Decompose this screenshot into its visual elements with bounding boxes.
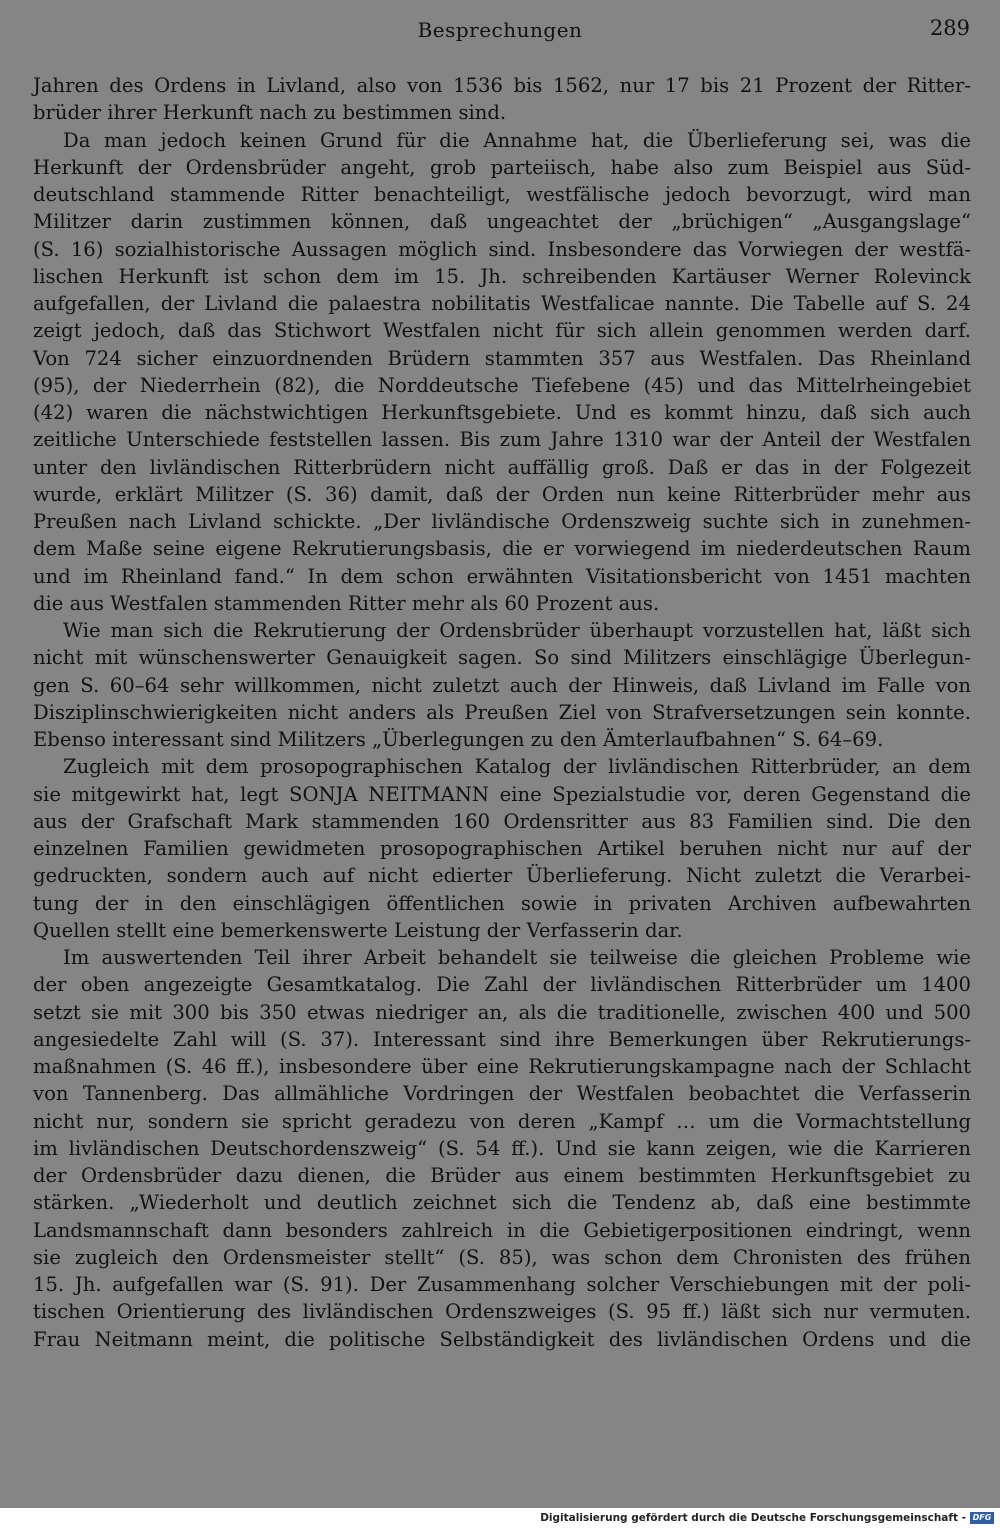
text-line: Wie man sich die Rekrutierung der Ordensbrüder überhaupt vorzustellen hat, läßt sich <box>63 619 971 642</box>
text-line: Da man jedoch keinen Grund für die Annahme hat, die Überlieferung sei, was die <box>63 128 971 152</box>
text-line: Herkunft der Ordensbrüder angeht, grob parteiisch, habe also zum Beispiel aus Süd- <box>33 155 971 179</box>
text-line: gen S. 60–64 sehr willkommen, nicht zuletzt auch der Hinweis, daß Livland im Falle von <box>33 673 971 697</box>
text-line: deutschland stammende Ritter benachteiligt, westfälische jedoch bevorzugt, wird man <box>33 183 971 206</box>
text-line: lischen Herkunft ist schon dem im 15. Jh. schreibenden Kartäuser Werner Rolevinck <box>33 264 971 288</box>
body-text <box>33 72 971 1353</box>
text-line: Landsmannschaft dann besonders zahlreich in die Gebietigerpositionen eindringt, wenn <box>33 1218 971 1242</box>
text-line: aus der Grafschaft Mark stammenden 160 Ordensritter aus 83 Familien sind. Die den <box>33 809 971 833</box>
text-line: stärken. „Wiederholt und deutlich zeichnet sich die Tendenz ab, daß eine bestimmte <box>33 1191 971 1215</box>
text-line: dem Maße seine eigene Rekrutierungsbasis, die er vorwiegend im niederdeutschen Raum <box>33 537 971 561</box>
text-line: nicht mit wünschenswerter Genauigkeit sagen. So sind Militzers einschlägige Überlegun- <box>33 646 971 670</box>
text-line: Preußen nach Livland schickte. „Der livländische Ordenszweig suchte sich in zunehmen- <box>33 510 971 533</box>
text-line: (95), der Niederrhein (82), die Norddeutsche Tiefebene (45) und das Mittelrheingebiet <box>33 373 971 397</box>
text-line: Quellen stellt eine bemerkenswerte Leistung der Verfasserin dar. <box>33 918 683 942</box>
text-line: Im auswertenden Teil ihrer Arbeit behandelt sie teilweise die gleichen Probleme wie <box>63 946 971 969</box>
text-line: Jahren des Ordens in Livland, also von 1536 bis 1562, nur 17 bis 21 Prozent der Ritter- <box>33 74 971 97</box>
text-line: angesiedelte Zahl will (S. 37). Interessant sind ihre Bemerkungen über Rekrutierungs- <box>33 1027 971 1051</box>
text-line: tischen Orientierung des livländischen Ordenszweiges (S. 95 ff.) läßt sich nur vermuten. <box>33 1300 971 1324</box>
text-line: wurde, erklärt Militzer (S. 36) damit, daß der Orden nun keine Ritterbrüder mehr aus <box>33 482 971 506</box>
text-line: Disziplinschwierigkeiten nicht anders als Preußen Ziel von Strafversetzungen sein konnte. <box>33 700 971 724</box>
text-line: 15. Jh. aufgefallen war (S. 91). Der Zusammenhang solcher Verschiebungen mit der poli- <box>33 1273 971 1296</box>
text-line: tung der in den einschlägigen öffentlichen sowie in privaten Archiven aufbewahrten <box>33 891 971 915</box>
dfg-logo-icon: DFG <box>970 1512 994 1524</box>
text-line: sie mitgewirkt hat, legt SONJA NEITMANN eine Spezialstudie vor, deren Gegenstand die <box>33 782 971 806</box>
text-line: sie zugleich den Ordensmeister stellt“ (S. 85), was schon dem Chronisten des frühen <box>33 1245 971 1269</box>
text-line: von Tannenberg. Das allmähliche Vordringen der Westfalen beobachtet die Verfasserin <box>33 1082 971 1106</box>
text-line: Militzer darin zustimmen können, daß ungeachtet der „brüchigen“ „Ausgangslage“ <box>33 210 971 234</box>
text-line: brüder ihrer Herkunft nach zu bestimmen sind. <box>33 101 507 125</box>
text-line: zeigt jedoch, daß das Stichwort Westfalen nicht für sich allein genommen werden darf. <box>33 319 971 343</box>
text-line: (42) waren die nächstwichtigen Herkunftsgebiete. Und es kommt hinzu, daß sich auch <box>33 401 971 424</box>
text-line: nicht nur, sondern sie spricht geradezu von deren „Kampf … um die Vormachtstellung <box>33 1109 971 1133</box>
page-number: 289 <box>929 16 970 40</box>
text-line: und im Rheinland fand.“ In dem schon erwähnten Visitationsbericht von 1451 machten <box>33 564 971 588</box>
text-line: einzelnen Familien gewidmeten prosopographischen Artikel beruhen nicht nur auf der <box>33 837 971 860</box>
text-line: setzt sie mit 300 bis 350 etwas niedriger an, als die traditionelle, zwischen 400 und 500 <box>33 1000 971 1024</box>
text-line: der Ordensbrüder dazu dienen, die Brüder aus einem bestimmten Herkunftsgebiet zu <box>33 1164 971 1187</box>
text-line: Zugleich mit dem prosopographischen Katalog der livländischen Ritterbrüder, an dem <box>63 755 971 779</box>
text-line: Von 724 sicher einzuordnenden Brüdern stammten 357 aus Westfalen. Das Rheinland <box>33 346 971 370</box>
text-line: (S. 16) sozialhistorische Aussagen möglich sind. Insbesondere das Vorwiegen der westfä- <box>33 237 971 261</box>
text-line: aufgefallen, der Livland die palaestra nobilitatis Westfalicae nannte. Die Tabelle auf S. 24 <box>33 292 971 315</box>
running-header: Besprechungen <box>417 18 583 42</box>
text-line: Ebenso interessant sind Militzers „Überlegungen zu den Ämterlaufbahnen“ S. 64–69. <box>33 728 884 751</box>
text-line: zeitliche Unterschiede feststellen lassen. Bis zum Jahre 1310 war der Anteil der Westfalen <box>33 428 971 452</box>
text-line: der oben angezeigte Gesamtkatalog. Die Zahl der livländischen Ritterbrüder um 1400 <box>33 973 971 997</box>
footer-bar <box>0 1508 1000 1528</box>
text-line: Frau Neitmann meint, die politische Selbständigkeit des livländischen Ordens und die <box>33 1327 971 1351</box>
text-line: im livländischen Deutschordenszweig“ (S. 54 ff.). Und sie kann zeigen, wie die Karrieren <box>33 1136 971 1160</box>
digitization-credit: Digitalisierung gefördert durch die Deutsche Forschungsgemeinschaft - <box>540 1512 966 1524</box>
text-line: die aus Westfalen stammenden Ritter mehr als 60 Prozent aus. <box>33 591 660 615</box>
text-line: gedruckten, sondern auch auf nicht edierter Überlieferung. Nicht zuletzt die Verarbei- <box>33 864 971 888</box>
text-line: maßnahmen (S. 46 ff.), insbesondere über eine Rekrutierungskampagne nach der Schlacht <box>33 1055 971 1078</box>
text-line: unter den livländischen Ritterbrüdern nicht auffällig groß. Daß er das in der Folgezeit <box>33 455 971 479</box>
